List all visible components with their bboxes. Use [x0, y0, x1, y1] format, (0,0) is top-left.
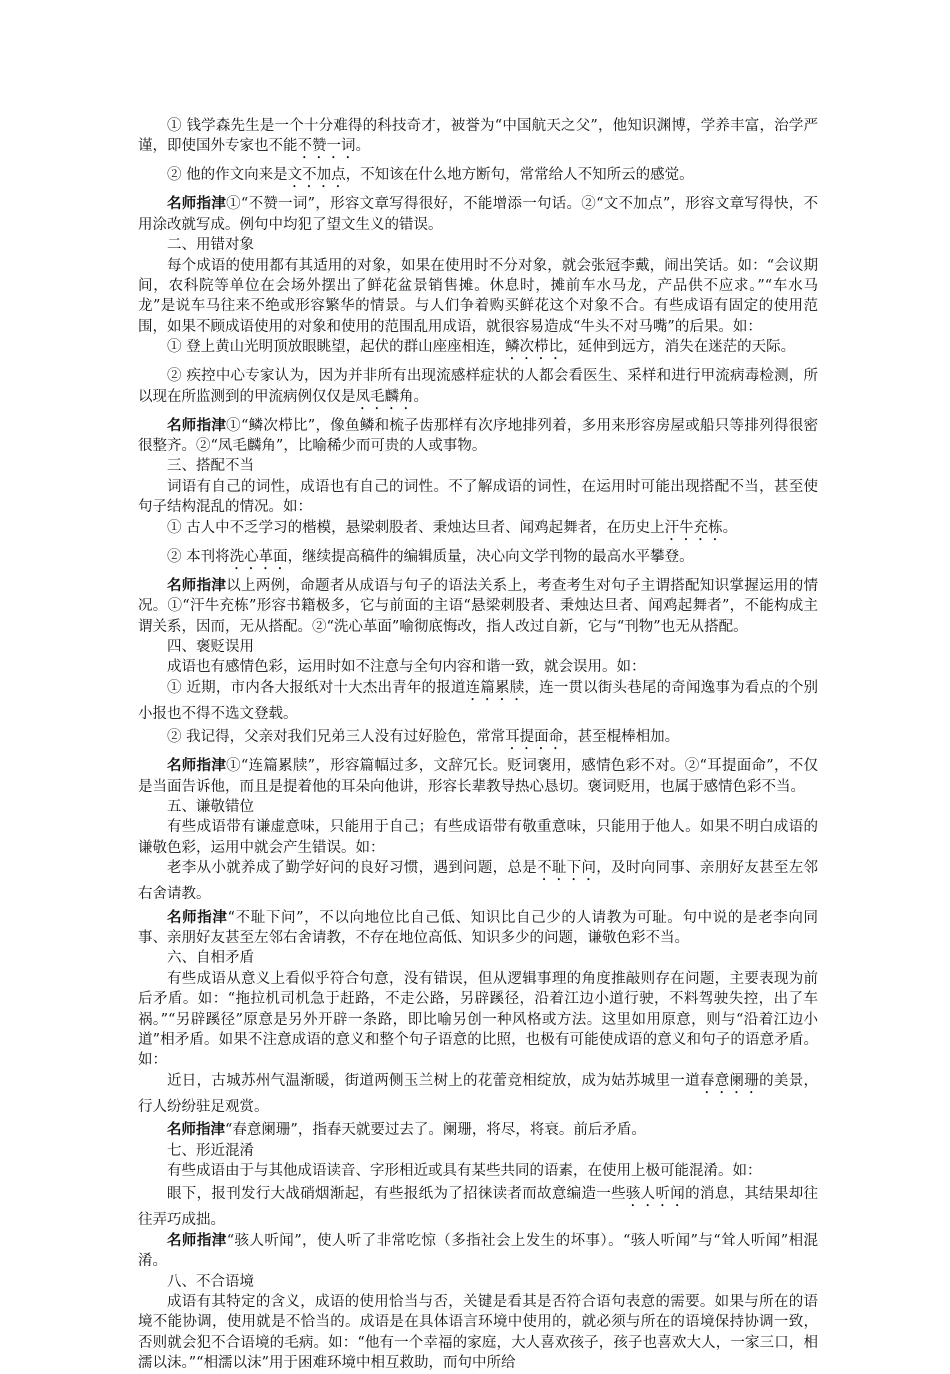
text-run: ① 钱学森先生是一个十分难得的科技奇才，被誉为“中国航天之父”，他知识渊博，学养丰富，治学严谨，即使国外专家也不能: [138, 118, 818, 155]
idiom-emphasis: 洗心革面: [229, 548, 288, 565]
text-run: 眼下，报刊发行大战硝烟渐起，有些报纸为了招徕读者而故意编造一些: [167, 1186, 626, 1203]
paragraph-example-4-2: [138, 727, 818, 753]
text-run: ，延伸到远方，消失在迷茫的天际。: [563, 339, 796, 356]
text-run: 二、用错对象: [167, 237, 254, 254]
text-run: 的消息，其结果却往往弄巧成拙。: [138, 1186, 819, 1229]
text-run: 四、褒贬误用: [167, 638, 254, 655]
text-run: ② 他的作文向来是: [167, 167, 288, 184]
idiom-emphasis: 不耻下问: [537, 860, 597, 877]
text-run: 成语有其特定的含义，成语的使用恰当与否，关键是看其是否符合语句表意的需要。如果与所在的语境不能协调，使用就是不恰当的。成语是在具体语言环境中使用的，就必须与所在的语境保持协调一致，否则就会犯不合语境的毛病。如：“他有一个幸福的家庭，大人喜欢孩子，孩子也喜欢大人，一家三口，相濡以沫。”“相濡以沫”用于困难环境中相互救助，而句中所给: [138, 1294, 818, 1372]
text-run: 。: [413, 388, 428, 405]
text-run: 词语有自己的词性，成语也有自己的词性。不了解成语的词性，在运用时可能出现搭配不当，甚至使句子结构混乱的情况。如：: [138, 478, 818, 516]
text-run: ，连一贯以街头巷尾的奇闻逸事为看点的个别小报也不得不选文登载。: [138, 679, 819, 722]
paragraph-example-2-1: [138, 337, 818, 363]
text-run: 成语也有感情色彩，运用时如不注意与全句内容和谐一致，就会误用。如：: [167, 659, 646, 676]
paragraph-body-8: [138, 1292, 818, 1374]
text-run: 三、搭配不当: [167, 458, 254, 475]
text-run: ，甚至棍棒相加。: [563, 729, 680, 746]
text-run: 近日，古城苏州气温渐暖，街道两侧玉兰树上的花蕾竞相绽放，成为姑苏城里一道: [167, 1072, 700, 1089]
text-run: ①“鳞次栉比”，像鱼鳞和梳子齿那样有次序地排列着，多用来形容房屋或船只等排列得很密很整齐。②“凤毛麟角”，比喻稀少而可贵的人或事物。: [138, 417, 818, 455]
idiom-emphasis: 不赞一词: [297, 138, 356, 155]
paragraph-heading-3: [138, 456, 818, 476]
tip-label: 名师指津: [167, 417, 227, 434]
paragraph-example-7-1: [138, 1184, 818, 1230]
tip-label: 名师指津: [167, 577, 227, 594]
paragraph-body-3: [138, 477, 818, 518]
text-run: 有些成语由于与其他成语读音、字形相近或具有某些共同的语素，在使用上极可能混淆。如：: [167, 1163, 762, 1180]
tip-label: 名师指津: [167, 1232, 227, 1249]
tip-label: 名师指津: [167, 196, 227, 213]
text-run: 。: [722, 519, 738, 536]
text-run: ② 我记得，父亲对我们兄弟三人没有过好脸色，常常: [167, 729, 506, 746]
tip-label: 名师指津: [167, 909, 228, 926]
paragraph-example-3-2: [138, 547, 818, 573]
idiom-emphasis: 耳提面命: [505, 729, 564, 746]
text-run: 老李从小就养成了勤学好问的良好习惯，遇到问题，总是: [167, 860, 538, 877]
paragraph-example-6-1: [138, 1071, 818, 1117]
paragraph-example-2-2: [138, 366, 818, 412]
text-run: “春意阑珊”，指春天就要过去了。阑珊，将尽，将衰。前后矛盾。: [225, 1122, 646, 1139]
text-run: ①“连篇累牍”，形容篇幅过多，文辞冗长。贬词褒用，感情色彩不对。②“耳提面命”，不仅是当面告诉他，而且是提着他的耳朵向他讲，形容长辈教导热心恳切。褒词贬用，也属于感情色彩不当。: [138, 758, 819, 795]
text-run: ，不知该在什么地方断句，常常给人不知所云的感觉。: [345, 167, 694, 184]
idiom-emphasis: 连篇累牍: [465, 679, 525, 696]
text-run: 有些成语带有谦虚意味，只能用于自己；有些成语带有敬重意味，只能用于他人。如果不明白成语的谦敬色彩，运用中就会产生错误。如：: [138, 819, 818, 856]
paragraph-body-4: [138, 657, 818, 677]
paragraph-tip-1: [138, 194, 818, 235]
text-run: ①“不赞一词”，形容文章写得很好，不能增添一句话。②“文不加点”，形容文章写得快，不用涂改就写成。例句中均犯了望文生义的错误。: [138, 196, 819, 233]
tip-label: 名师指津: [167, 1122, 225, 1139]
paragraph-example-1-1: [138, 116, 818, 162]
paragraph-example-1-2: [138, 165, 818, 191]
text-run: ，及时向同事、亲朋好友甚至左邻右舍请教。: [138, 860, 819, 903]
text-run: 六、自相矛盾: [167, 950, 254, 967]
text-run: ① 近期，市内各大报纸对十大杰出青年的报道: [167, 679, 466, 696]
document-page: [138, 116, 818, 1374]
text-run: 。: [355, 138, 370, 155]
text-run: 有些成语从意义上看似乎符合句意，没有错误，但从逻辑事理的角度推敲则存在问题，主要表现为前后矛盾。如：“拖拉机司机急于赶路，不走公路，另辟蹊径，沿着江边小道行驶，不料驾驶失控，出了车祸。”“另辟蹊径”原意是另外开辟一条路，即比喻另创一种风格或方法。这里如用原意，则与“沿着江边小道”相矛盾。如果不注意成语的意义和整个句子语意的比照，也极有可能使成语的意义和句子的语意矛盾。如：: [138, 970, 818, 1069]
text-run: “骇人听闻”，使人听了非常吃惊（多指社会上发生的坏事）。“骇人听闻”与“耸人听闻”相混淆。: [138, 1232, 819, 1270]
paragraph-heading-7: [138, 1141, 818, 1161]
text-run: 的美景，行人纷纷驻足观赏。: [138, 1072, 819, 1115]
paragraph-heading-2: [138, 235, 818, 255]
paragraph-tip-3: [138, 576, 818, 637]
paragraph-body-6: [138, 969, 818, 1071]
paragraph-tip-7: [138, 1231, 818, 1272]
text-run: ② 本刊将: [167, 548, 230, 565]
text-run: 以上两例，命题者从成语与句子的语法关系上，考查考生对句子主谓搭配知识掌握运用的情况。①“汗牛充栋”形容书籍极多，它与前面的主语“悬梁刺股者、秉烛达旦者、闻鸡起舞者”，不能构成主谓关系，因而，无从搭配。②“洗心革面”喻彻底悔改，指人改过自新，它与“刊物”也无从搭配。: [138, 577, 819, 635]
idiom-emphasis: 鳞次栉比: [505, 339, 564, 356]
paragraph-heading-8: [138, 1272, 818, 1292]
paragraph-heading-5: [138, 797, 818, 817]
text-run: 八、不合语境: [167, 1273, 254, 1290]
paragraph-heading-6: [138, 948, 818, 968]
tip-label: 名师指津: [167, 758, 227, 775]
paragraph-heading-4: [138, 637, 818, 657]
idiom-emphasis: 文不加点: [287, 167, 346, 184]
paragraph-tip-2: [138, 416, 818, 457]
paragraph-tip-5: [138, 908, 818, 949]
paragraph-tip-6: [138, 1120, 818, 1140]
text-run: ② 疾控中心专家认为，因为并非所有出现流感样症状的人都会看医生、采样和进行甲流病毒检测，所以现在所监测到的甲流病例仅仅是: [138, 368, 818, 405]
paragraph-example-5-1: [138, 858, 818, 904]
text-run: ① 登上黄山光明顶放眼眺望，起伏的群山座座相连，: [167, 339, 506, 356]
idiom-emphasis: 春意阑珊: [699, 1072, 760, 1089]
paragraph-example-4-1: [138, 678, 818, 724]
text-run: “不耻下问”，不以向地位比自己低、知识比自己少的人请教为可耻。句中说的是老李向同事、亲朋好友甚至左邻右舍请教，不存在地位高低、知识多少的问题，谦敬色彩不当。: [138, 909, 818, 946]
idiom-emphasis: 骇人听闻: [625, 1186, 686, 1203]
paragraph-tip-4: [138, 756, 818, 797]
paragraph-example-3-1: [138, 518, 818, 544]
text-run: 七、形近混淆: [167, 1142, 254, 1159]
idiom-emphasis: 凤毛麟角: [355, 388, 414, 405]
paragraph-body-7: [138, 1161, 818, 1181]
paragraph-body-2: [138, 256, 818, 338]
text-run: 每个成语的使用都有其适用的对象，如果在使用时不分对象，就会张冠李戴，闹出笑话。如：“会议期间，农科院等单位在会场外摆出了鲜花盆景销售摊。休息时，摊前车水马龙，产品供不应求。”“车水马龙”是说车马往来不绝或形容繁华的情景。与人们争着购买鲜花这个对象不合。有些成语有固定的使用范围，如果不顾成语使用的对象和使用的范围乱用成语，就很容易造成“牛头不对马嘴”的后果。如：: [138, 257, 818, 335]
text-run: ，继续提高稿件的编辑质量，决心向文学刊物的最高水平攀登。: [287, 548, 694, 565]
idiom-emphasis: 汗牛充栋: [664, 519, 723, 536]
paragraph-body-5: [138, 817, 818, 858]
text-run: ① 古人中不乏学习的楷模，悬梁刺股者、秉烛达旦者、闻鸡起舞者，在历史上: [167, 519, 665, 536]
text-run: 五、谦敬错位: [167, 798, 254, 815]
